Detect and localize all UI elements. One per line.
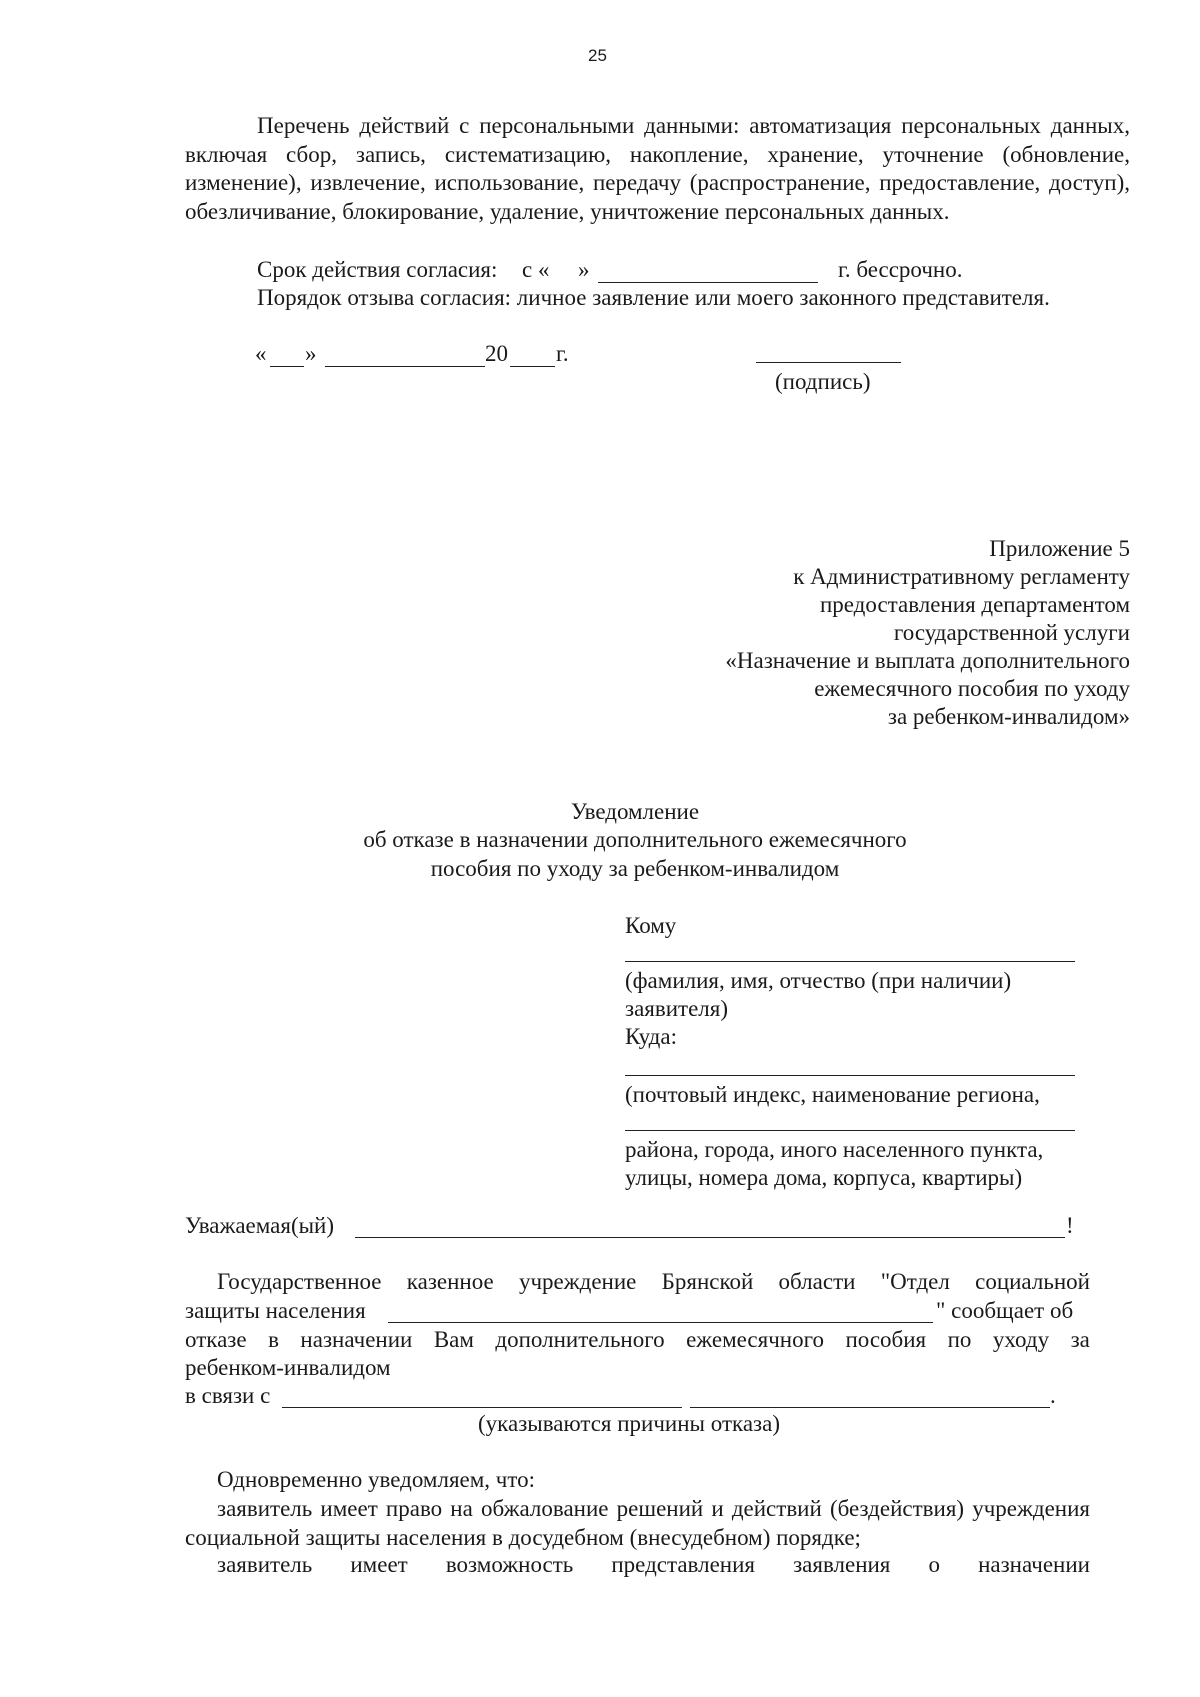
address-caption-3: улицы, номера дома, корпуса, квартиры) xyxy=(625,1165,1023,1190)
name-caption-2: заявителя) xyxy=(625,996,729,1021)
date-year-prefix: 20 xyxy=(485,341,508,366)
body-line-2-end: " сообщает об xyxy=(936,1298,1074,1323)
body-word: уходу xyxy=(992,1327,1050,1352)
appendix-block xyxy=(725,535,1130,731)
term-label: Срок действия согласия: xyxy=(257,257,498,282)
notice-title: Уведомление xyxy=(570,799,700,824)
revoke-text: Порядок отзыва согласия: личное заявление или моего законного представителя. xyxy=(257,285,1050,310)
term-suffix: г. бессрочно. xyxy=(838,257,963,282)
term-close-quote: » xyxy=(578,257,590,282)
notice-subtitle-1: об отказе в назначении дополнительного ежемесячного xyxy=(363,827,907,852)
body-word: назначении xyxy=(978,1552,1090,1577)
body-word: назначении xyxy=(300,1327,413,1352)
to-label: Кому xyxy=(625,913,677,938)
last-line xyxy=(217,1551,1090,1579)
name-caption-1: (фамилия, имя, отчество (при наличии) xyxy=(625,968,1012,993)
address-line-1 xyxy=(625,1075,1075,1076)
salutation: Уважаемая(ый) xyxy=(185,1213,335,1238)
reason-caption: (указываются причины отказа) xyxy=(478,1411,780,1436)
term-date-line xyxy=(598,282,818,283)
body-word: Вам xyxy=(433,1327,474,1352)
body-word: отказе xyxy=(185,1327,247,1352)
date-day-line xyxy=(270,366,304,367)
body-line-4: ребенком-инвалидом xyxy=(185,1355,391,1380)
body-word: ежемесячного xyxy=(686,1327,824,1352)
signature-line xyxy=(756,362,901,363)
appendix-line: предоставления департаментом xyxy=(819,592,1130,617)
reason-end: . xyxy=(1050,1383,1056,1408)
address-caption-2: района, города, иного населенного пункта, xyxy=(625,1137,1044,1162)
body-word: казенное xyxy=(406,1269,494,1294)
body-word: учреждение xyxy=(518,1269,637,1294)
body-word: дополнительного xyxy=(495,1327,665,1352)
where-label: Куда: xyxy=(625,1024,677,1049)
body-word: заявления xyxy=(793,1552,891,1577)
body-word: имеет xyxy=(350,1552,408,1577)
body-word: Государственное xyxy=(217,1269,382,1294)
address-caption-1: (почтовый индекс, наименование региона, xyxy=(625,1082,1040,1107)
body-word: в xyxy=(268,1327,279,1352)
body-word: представления xyxy=(611,1552,755,1577)
body-word: пособия xyxy=(845,1327,927,1352)
page-number: 25 xyxy=(588,46,607,65)
address-line-2 xyxy=(625,1130,1075,1131)
term-open-quote: с « xyxy=(522,257,550,282)
body-word: о xyxy=(928,1552,940,1577)
appendix-line: государственной услуги xyxy=(893,620,1130,645)
body-line-3 xyxy=(185,1326,1090,1354)
reason-line-2 xyxy=(690,1407,1050,1408)
department-line xyxy=(388,1322,933,1323)
body-line-2-start: защиты населения xyxy=(185,1298,366,1323)
body-word: Брянской xyxy=(661,1269,754,1294)
body-word: за xyxy=(1070,1327,1090,1352)
reason-line-1 xyxy=(282,1407,682,1408)
date-open-quote: « xyxy=(255,341,267,366)
salutation-line xyxy=(355,1237,1065,1238)
body-word: области xyxy=(778,1269,856,1294)
date-year-suffix: г. xyxy=(556,341,569,366)
date-month-line xyxy=(325,366,485,367)
body-word: социальной xyxy=(975,1269,1090,1294)
appendix-line: «Назначение и выплата дополнительного xyxy=(725,648,1130,673)
signature-caption: (подпись) xyxy=(775,369,871,394)
appendix-line: ежемесячного пособия по уходу xyxy=(814,676,1130,701)
reason-prefix: в связи с xyxy=(185,1383,271,1408)
appendix-line: Приложение 5 xyxy=(989,536,1130,561)
name-line xyxy=(625,961,1075,962)
salutation-end: ! xyxy=(1066,1213,1074,1238)
date-close-quote: » xyxy=(305,341,317,366)
body-line-1 xyxy=(217,1268,1090,1296)
body-word: заявитель xyxy=(217,1552,313,1577)
body-word: по xyxy=(947,1327,972,1352)
also-notify: Одновременно уведомляем, что: xyxy=(217,1467,535,1492)
date-year-line xyxy=(510,366,555,367)
right-appeal-paragraph: заявитель имеет право на обжалование решений и действий (бездействия) учреждения социальной защиты населения в досудебном (внесудебном) порядке; xyxy=(185,1496,1090,1550)
notice-subtitle-2: пособия по уходу за ребенком-инвалидом xyxy=(430,856,840,881)
body-word: возможность xyxy=(445,1552,574,1577)
appendix-line: к Административному регламенту xyxy=(793,564,1130,589)
actions-paragraph: Перечень действий с персональными данными: автоматизация персональных данных, включая сбор, запись, систематизацию, накопление, хранение, уточнение (обновление, изменение), извлечение, использование, передачу (распространение, предоставление, доступ), обезличивание, блокирование, удаление, уничтожение персональных данных. xyxy=(185,113,1130,224)
body-word: "Отдел xyxy=(880,1269,950,1294)
appendix-line: за ребенком-инвалидом» xyxy=(887,704,1130,729)
